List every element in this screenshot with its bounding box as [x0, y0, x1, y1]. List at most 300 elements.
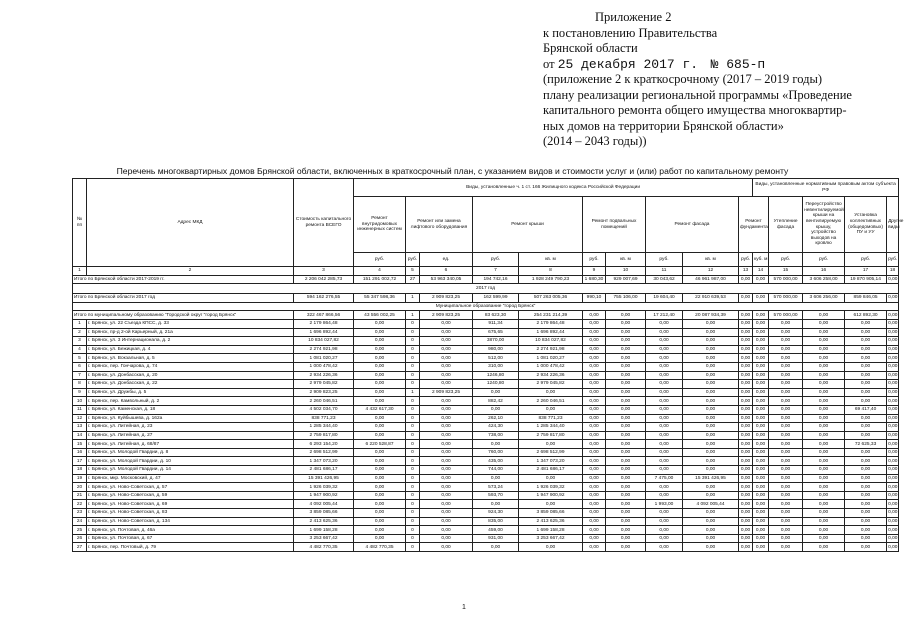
value-cell: 0,00 — [753, 448, 769, 457]
value-cell: 435,00 — [473, 457, 519, 466]
value-cell: 0,00 — [646, 345, 683, 354]
value-cell: 0,00 — [753, 500, 769, 509]
total-value: 30 043,62 — [646, 275, 683, 284]
value-cell: 0,00 — [888, 484, 898, 490]
appendix-ref-line: Брянской области — [543, 41, 638, 55]
table-row — [73, 371, 899, 380]
col-header-facade: Ремонт фасада — [646, 197, 739, 253]
row-number: 27 — [73, 543, 87, 552]
column-number-cell: 14 — [753, 267, 769, 276]
col-header-basement: Ремонт подвальных помещений — [583, 197, 646, 253]
row-number: 8 — [73, 380, 87, 389]
value-cell: 0,00 — [473, 543, 519, 552]
value-cell: 0,00 — [354, 509, 406, 518]
value-cell: 0,00 — [420, 448, 473, 457]
value-cell: 0,00 — [420, 509, 473, 518]
total-value: 27 — [406, 275, 420, 284]
value-cell: 0,00 — [683, 362, 739, 371]
value-cell: 1 000 478,42 — [294, 362, 354, 371]
value-cell: 15 391 426,95 — [683, 474, 739, 483]
value-cell: 0,00 — [354, 448, 406, 457]
column-number-cell: 9 — [583, 267, 606, 276]
value-cell: 0,00 — [606, 543, 646, 552]
value-cell: 0,00 — [739, 466, 753, 475]
value-cell: 4 482 770,35 — [354, 543, 406, 552]
value-cell: 0,00 — [769, 397, 803, 406]
address-cell: г. Брянск, мкр. Московский, д. 47 — [87, 474, 294, 483]
value-cell: 0,00 — [519, 440, 583, 449]
value-cell: 0,00 — [739, 457, 753, 466]
total-value: 0,00 — [888, 295, 898, 301]
value-cell: 0,00 — [606, 397, 646, 406]
value-cell: 0,00 — [769, 457, 803, 466]
address-cell: г. Брянск, ул. Дружбы, д. 5 — [87, 388, 294, 397]
value-cell: 0,00 — [473, 405, 519, 414]
value-cell: 0,00 — [845, 354, 887, 363]
value-cell: 0,00 — [420, 397, 473, 406]
value-cell: 0,00 — [683, 526, 739, 535]
value-cell: 0,00 — [753, 431, 769, 440]
value-cell: 0,00 — [420, 354, 473, 363]
value-cell: 0,00 — [739, 509, 753, 518]
value-cell: 0,00 — [739, 543, 753, 552]
value-cell: 0,00 — [803, 371, 845, 380]
value-cell: 0 — [406, 491, 420, 500]
value-cell: 2 979 045,82 — [519, 380, 583, 389]
value-cell: 0,00 — [354, 534, 406, 543]
total-label: Итого по Брянской области 2017-2019 гг. — [73, 275, 294, 284]
table-row — [73, 483, 899, 492]
table-row — [73, 474, 899, 483]
value-cell: 3 253 667,42 — [519, 534, 583, 543]
total-value: 0,00 — [739, 311, 753, 320]
total-label: Итого по муниципальному образованию "Городской округ "город Брянск" — [73, 311, 294, 320]
address-cell: г. Брянск, пр-д 2-ой Карьерный, д. 21а — [87, 328, 294, 337]
value-cell: 0,00 — [606, 380, 646, 389]
value-cell: 0 — [406, 534, 420, 543]
column-number-cell: 1 — [73, 267, 87, 276]
table-row — [73, 440, 899, 449]
value-cell: 2 179 864,48 — [519, 319, 583, 328]
value-cell: 0,00 — [888, 329, 898, 335]
address-cell: г. Брянск, ул. Донбасская, д. 20 — [87, 371, 294, 380]
total-row-bryansk — [73, 311, 899, 320]
column-number-cell: 6 — [420, 267, 473, 276]
value-cell: 0,00 — [803, 440, 845, 449]
value-cell: 0,00 — [683, 440, 739, 449]
address-cell: г. Брянск, ул. Каменская, д. 18 — [87, 405, 294, 414]
value-cell: 0,00 — [739, 362, 753, 371]
value-cell: 0,00 — [354, 319, 406, 328]
value-cell: 838 771,23 — [294, 414, 354, 423]
value-cell: 0,00 — [606, 405, 646, 414]
value-cell: 0,00 — [583, 431, 606, 440]
value-cell: 1 081 020,27 — [519, 354, 583, 363]
value-cell: 0,00 — [888, 321, 898, 327]
value-cell: 0,00 — [739, 371, 753, 380]
address-cell: г. Брянск, пер. Гончарова, д. 74 — [87, 362, 294, 371]
value-cell: 3870,00 — [473, 337, 519, 346]
value-cell: 0,00 — [803, 362, 845, 371]
value-cell: 0,00 — [769, 345, 803, 354]
value-cell: 738,00 — [473, 431, 519, 440]
value-cell: 0,00 — [606, 345, 646, 354]
appendix-ref-line: ных домов на территории Брянской области» — [543, 118, 784, 133]
value-cell: 3 859 085,66 — [294, 509, 354, 518]
total-row-all-years — [73, 275, 899, 284]
value-cell: 0,00 — [769, 483, 803, 492]
value-cell: 1 699 158,28 — [519, 526, 583, 535]
value-cell: 0 — [406, 337, 420, 346]
value-cell: 4 092 005,44 — [683, 500, 739, 509]
row-number: 25 — [73, 526, 87, 535]
value-cell: 0,00 — [583, 362, 606, 371]
value-cell: 0,00 — [683, 319, 739, 328]
value-cell: 0,00 — [606, 534, 646, 543]
appendix-ref-line: капитального ремонта общего имущества многоквартир- — [543, 103, 847, 117]
total-value: 1 680,30 — [583, 275, 606, 284]
address-cell: г. Брянск, ул. Молодой Гвардии, д. 10 — [87, 457, 294, 466]
value-cell: 0,00 — [646, 431, 683, 440]
total-value: 0,00 — [606, 311, 646, 320]
row-number: 14 — [73, 431, 87, 440]
value-cell: 4 502 034,70 — [294, 405, 354, 414]
row-number: 1 — [73, 319, 87, 328]
value-cell: 0,00 — [739, 405, 753, 414]
value-cell: 0,00 — [646, 371, 683, 380]
row-number: 18 — [73, 466, 87, 475]
total-value: 859 846,05 — [845, 294, 887, 303]
value-cell: 0,00 — [683, 534, 739, 543]
value-cell: 0,00 — [845, 526, 887, 535]
value-cell: 0,00 — [606, 423, 646, 432]
value-cell: 0,00 — [354, 397, 406, 406]
table-row — [73, 457, 899, 466]
total-value: 0,00 — [753, 275, 769, 284]
value-cell: 2 260 046,51 — [519, 397, 583, 406]
value-cell: 0,00 — [803, 466, 845, 475]
value-cell: 0,00 — [845, 362, 887, 371]
value-cell: 0,00 — [646, 388, 683, 397]
year-row — [73, 284, 899, 294]
unit-cell: руб. — [739, 253, 753, 267]
value-cell: 0,00 — [888, 441, 898, 447]
value-cell: 0,00 — [803, 534, 845, 543]
value-cell: 2 274 921,98 — [519, 345, 583, 354]
value-cell: 0,00 — [420, 517, 473, 526]
value-cell: 0,00 — [583, 474, 606, 483]
value-cell: 0,00 — [803, 354, 845, 363]
value-cell: 0,00 — [753, 474, 769, 483]
table-row — [73, 448, 899, 457]
column-number-cell: 15 — [769, 267, 803, 276]
address-cell: г. Брянск, ул. Ново-Советская, д. 57 — [87, 483, 294, 492]
total-value: 0,00 — [888, 276, 898, 282]
total-label: Итого по Брянской области 2017 год — [73, 294, 294, 303]
row-number: 17 — [73, 457, 87, 466]
unit-cell: куб. м — [753, 253, 769, 267]
column-number-cell: 4 — [354, 267, 406, 276]
total-value: 0,00 — [803, 311, 845, 320]
total-value: 755 106,00 — [606, 294, 646, 303]
table-row — [73, 388, 899, 397]
value-cell: 0,00 — [739, 483, 753, 492]
value-cell: 0,00 — [803, 500, 845, 509]
value-cell: 0,00 — [769, 448, 803, 457]
value-cell: 262,10 — [473, 414, 519, 423]
value-cell: 1 993,00 — [646, 500, 683, 509]
total-value: 19 870 905,14 — [845, 275, 887, 284]
value-cell: 0,00 — [739, 474, 753, 483]
value-cell: 0,00 — [420, 534, 473, 543]
total-value: 570 000,00 — [769, 294, 803, 303]
value-cell: 0,00 — [354, 388, 406, 397]
value-cell: 0,00 — [473, 474, 519, 483]
address-cell: г. Брянск, пер. Почтовый, д. 79 — [87, 543, 294, 552]
municipality-row — [73, 302, 899, 311]
total-value: 570 000,00 — [769, 275, 803, 284]
value-cell: 0,00 — [420, 500, 473, 509]
value-cell: 0,00 — [606, 388, 646, 397]
value-cell: 0,00 — [683, 371, 739, 380]
row-number: 5 — [73, 354, 87, 363]
year-label: 2017 год — [73, 284, 899, 294]
value-cell: 0,00 — [803, 328, 845, 337]
value-cell: 0,00 — [646, 448, 683, 457]
value-cell: 0,00 — [803, 414, 845, 423]
value-cell: 0,00 — [354, 517, 406, 526]
value-cell: 0 — [406, 543, 420, 552]
table-row — [73, 337, 899, 346]
row-number: 22 — [73, 500, 87, 509]
value-cell: 2 413 625,36 — [294, 517, 354, 526]
col-header-pitched-roof: Переустройство невентилируемой крыши на вентилируемую крышу, устройство выходов на кровлю — [803, 197, 845, 253]
value-cell: 0,00 — [606, 526, 646, 535]
header-row-column-numbers — [73, 267, 899, 276]
value-cell: 0,00 — [606, 517, 646, 526]
value-cell: 0,00 — [845, 448, 887, 457]
address-cell: г. Брянск, ул. Ново-Советская, д. 69 — [87, 500, 294, 509]
decree-date: 25 декабря 2017 г. — [557, 56, 699, 72]
value-cell: 0,00 — [683, 337, 739, 346]
value-cell: 0,00 — [769, 388, 803, 397]
value-cell: 0 — [406, 319, 420, 328]
value-cell: 0,00 — [354, 337, 406, 346]
repair-plan-table — [72, 178, 904, 552]
value-cell: 0,00 — [606, 328, 646, 337]
col-header-foundation: Ремонт фундамента — [739, 197, 769, 253]
total-value: 83 623,30 — [473, 311, 519, 320]
value-cell: 0,00 — [803, 491, 845, 500]
value-cell: 2 979 045,82 — [294, 380, 354, 389]
table-row — [73, 491, 899, 500]
total-value: 46 961 987,00 — [683, 275, 739, 284]
appendix-ref-line: (приложение 2 к краткосрочному (2017 – 2019 годы) — [543, 72, 823, 86]
value-cell: 0,00 — [888, 475, 898, 481]
value-cell: 0 — [406, 345, 420, 354]
value-cell: 1 696 892,44 — [519, 328, 583, 337]
table-row — [73, 534, 899, 543]
value-cell: 10 834 027,82 — [294, 337, 354, 346]
address-cell: г. Брянск, ул. Молодой Гвардии, д. 8 — [87, 448, 294, 457]
column-number-cell: 5 — [406, 267, 420, 276]
column-number-cell: 3 — [294, 267, 354, 276]
value-cell: 0,00 — [683, 483, 739, 492]
col-header-roof: Ремонт крыши — [473, 197, 583, 253]
value-cell: 0,00 — [739, 423, 753, 432]
value-cell: 882,42 — [473, 397, 519, 406]
address-cell: г. Брянск, ул. Бежицкая, д. 4 — [87, 345, 294, 354]
value-cell: 2 909 823,25 — [420, 388, 473, 397]
value-cell: 3 253 667,42 — [294, 534, 354, 543]
header-row-group — [73, 179, 899, 197]
total-value: 322 467 866,56 — [294, 311, 354, 320]
address-cell: г. Брянск, ул. Литейная, д. 27 — [87, 431, 294, 440]
value-cell: 0,00 — [888, 347, 898, 353]
value-cell: 0,00 — [888, 407, 898, 413]
total-value: 43 556 002,25 — [354, 311, 406, 320]
total-row-2017 — [73, 294, 899, 303]
value-cell: 0,00 — [583, 388, 606, 397]
value-cell: 0,00 — [683, 491, 739, 500]
value-cell: 0,00 — [420, 371, 473, 380]
value-cell: 0,00 — [753, 362, 769, 371]
value-cell: 0,00 — [583, 500, 606, 509]
value-cell: 0,00 — [888, 467, 898, 473]
table-row — [73, 380, 899, 389]
value-cell: 0,00 — [888, 501, 898, 507]
value-cell: 0,00 — [753, 319, 769, 328]
row-number: 7 — [73, 371, 87, 380]
value-cell: 0,00 — [769, 474, 803, 483]
value-cell: 0,00 — [845, 345, 887, 354]
value-cell: 0,00 — [683, 448, 739, 457]
value-cell: 0,00 — [803, 397, 845, 406]
value-cell: 0,00 — [845, 491, 887, 500]
value-cell: 0,00 — [473, 500, 519, 509]
total-value: 3 606 258,00 — [803, 275, 845, 284]
value-cell: 0,00 — [646, 319, 683, 328]
value-cell: 0,00 — [845, 337, 887, 346]
value-cell: 0,00 — [683, 423, 739, 432]
value-cell: 1 696 892,44 — [294, 328, 354, 337]
row-number: 4 — [73, 345, 87, 354]
value-cell: 0,00 — [888, 364, 898, 370]
value-cell: 0,00 — [519, 543, 583, 552]
value-cell: 0,00 — [354, 457, 406, 466]
value-cell: 0,00 — [420, 345, 473, 354]
col-header-group-regional: Виды, установленные нормативным правовым актом субъекта РФ — [753, 179, 899, 197]
value-cell: 0,00 — [769, 543, 803, 552]
value-cell: 0 — [406, 448, 420, 457]
value-cell: 0,00 — [606, 509, 646, 518]
value-cell: 0,00 — [583, 345, 606, 354]
total-value: 3 606 256,00 — [803, 294, 845, 303]
value-cell: 1 347 073,20 — [294, 457, 354, 466]
value-cell: 1 285 344,40 — [519, 423, 583, 432]
value-cell: 0,00 — [583, 405, 606, 414]
value-cell: 4 482 770,35 — [294, 543, 354, 552]
unit-cell: руб. — [646, 253, 683, 267]
value-cell: 0,00 — [769, 414, 803, 423]
value-cell: 2 274 921,98 — [294, 345, 354, 354]
total-value: 507 263 005,36 — [519, 294, 583, 303]
value-cell: 0,00 — [769, 466, 803, 475]
value-cell: 0,00 — [354, 500, 406, 509]
value-cell: 0,00 — [354, 483, 406, 492]
value-cell: 0,00 — [583, 319, 606, 328]
table-row — [73, 354, 899, 363]
value-cell: 0 — [406, 474, 420, 483]
value-cell: 69 417,40 — [845, 405, 887, 414]
row-number: 24 — [73, 517, 87, 526]
column-number-cell: 16 — [803, 267, 845, 276]
value-cell: 0,00 — [769, 509, 803, 518]
value-cell: 0,00 — [803, 388, 845, 397]
value-cell: 0,00 — [519, 405, 583, 414]
decree-number: № 685-п — [710, 56, 766, 72]
value-cell: 0,00 — [646, 491, 683, 500]
value-cell: 0,00 — [683, 328, 739, 337]
value-cell: 0,00 — [420, 405, 473, 414]
value-cell: 0,00 — [420, 474, 473, 483]
value-cell: 2 934 226,36 — [519, 371, 583, 380]
value-cell: 0,00 — [606, 319, 646, 328]
value-cell: 0,00 — [354, 362, 406, 371]
address-cell: г. Брянск, ул. Ново-Советская, д. 59 — [87, 491, 294, 500]
address-cell: г. Брянск, ул. 22 Съезда КПСС, д. 33 — [87, 319, 294, 328]
value-cell: 0,00 — [888, 458, 898, 464]
total-value: 20 087 934,39 — [683, 311, 739, 320]
value-cell: 0,00 — [646, 380, 683, 389]
value-cell: 0,00 — [888, 338, 898, 344]
address-cell: г. Брянск, ул. Почтовая, д. 67 — [87, 534, 294, 543]
value-cell: 0,00 — [888, 518, 898, 524]
value-cell: 0,00 — [753, 380, 769, 389]
col-header-total-cost: Стоимость капитального ремонта ВСЕГО — [294, 179, 354, 267]
value-cell: 0,00 — [646, 414, 683, 423]
total-value: 1 — [406, 311, 420, 320]
value-cell: 0,00 — [803, 380, 845, 389]
value-cell: 0,00 — [519, 388, 583, 397]
value-cell: 0,00 — [683, 517, 739, 526]
value-cell: 0,00 — [888, 527, 898, 533]
value-cell: 0,00 — [769, 500, 803, 509]
value-cell: 2 909 823,25 — [294, 388, 354, 397]
value-cell: 0,00 — [888, 536, 898, 542]
value-cell: 72 625,33 — [845, 440, 887, 449]
value-cell: 0,00 — [354, 345, 406, 354]
value-cell: 0,00 — [769, 440, 803, 449]
value-cell: 0,00 — [845, 328, 887, 337]
total-value: 2 909 823,25 — [420, 311, 473, 320]
value-cell: 0 — [406, 431, 420, 440]
value-cell: 0,00 — [646, 328, 683, 337]
value-cell: 0,00 — [420, 431, 473, 440]
value-cell: 0,00 — [739, 388, 753, 397]
table-row — [73, 362, 899, 371]
unit-cell: руб. — [354, 253, 406, 267]
value-cell: 0,00 — [753, 371, 769, 380]
value-cell: 0,00 — [753, 423, 769, 432]
total-value: 254 231 214,39 — [519, 311, 583, 320]
row-number: 9 — [73, 388, 87, 397]
value-cell: 0,00 — [420, 543, 473, 552]
unit-cell: кв. м — [683, 253, 739, 267]
total-value: 2 206 042 285,73 — [294, 275, 354, 284]
value-cell: 0,00 — [420, 337, 473, 346]
value-cell: 0,00 — [845, 414, 887, 423]
